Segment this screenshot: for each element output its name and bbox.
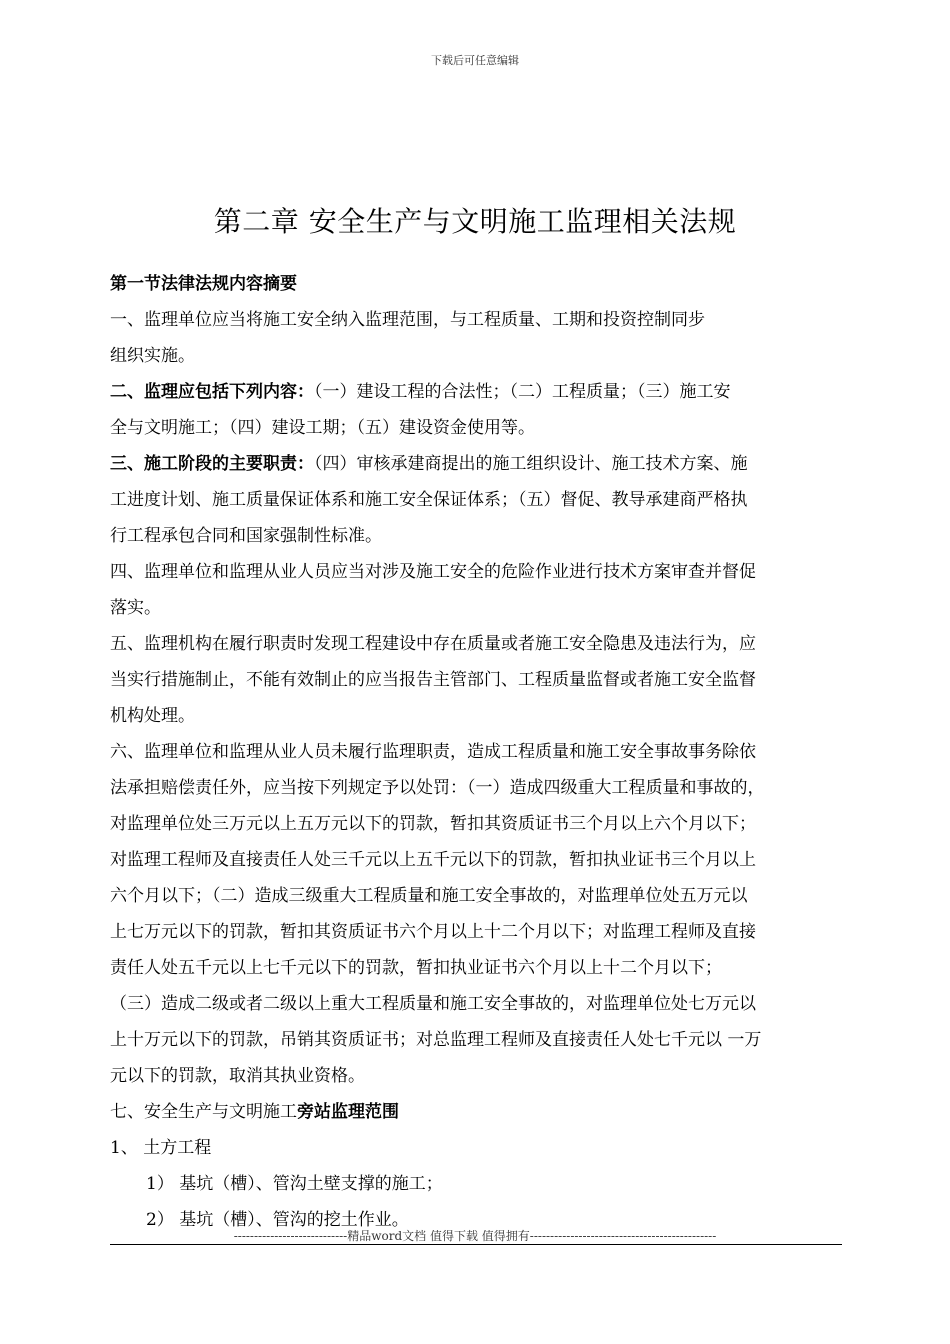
item-1-line-1: 一、监理单位应当将施工安全纳入监理范围，与工程质量、工期和投资控制同步 [110,310,705,330]
item-6-line-6: 上七万元以下的罚款，暂扣其资质证书六个月以上十二个月以下；对监理工程师及直接 [110,922,756,942]
item-3-line-2: 工进度计划、施工质量保证体系和施工安全保证体系；（五）督促、教导承建商严格执 [110,490,748,510]
item-6-line-4: 对监理工程师及直接责任人处三千元以上五千元以下的罚款，暂扣执业证书三个月以上 [110,850,756,870]
subsection-heading: 1、 土方工程 [110,1138,212,1158]
item-2-bold-label: 监理应包括下列内容： [144,382,314,402]
item-3-line-1-rest: （四）审核承建商提出的施工组织设计、施工技术方案、施 [314,454,748,474]
item-4-line-2: 落实。 [110,598,161,618]
item-6-line-9: 上十万元以下的罚款，吊销其资质证书；对总监理工程师及直接责任人处七千元以 一万 [110,1030,762,1050]
item-3-line-1 [110,446,850,482]
item-5-line-1: 五、监理机构在履行职责时发现工程建设中存在质量或者施工安全隐患及违法行为，应 [110,634,756,654]
item-7-bold: 旁站监理范围 [297,1102,399,1122]
header-note: 下载后可任意编辑 [431,54,519,67]
item-1-line-2: 组织实施。 [110,346,195,366]
item-7-line-1 [110,1094,850,1130]
item-5-line-2: 当实行措施制止，不能有效制止的应当报告主管部门、工程质量监督或者施工安全监督 [110,670,756,690]
item-2-line-1-rest: （一）建设工程的合法性；（二）工程质量；（三）施工安 [314,382,731,402]
item-5-line-3: 机构处理。 [110,706,195,726]
sub-item-2: 2） 基坑（槽）、管沟的挖土作业。 [146,1210,409,1230]
item-6-line-7: 责任人处五千元以上七千元以下的罚款，暂扣执业证书六个月以上十二个月以下； [110,958,722,978]
footer-divider [110,1244,842,1245]
item-6-line-8: （三）造成二级或者二级以上重大工程质量和施工安全事故的，对监理单位处七万元以 [110,994,756,1014]
item-6-line-2: 法承担赔偿责任外，应当按下列规定予以处罚：（一）造成四级重大工程质量和事故的， [110,778,765,798]
item-7-plain: 七、安全生产与文明施工 [110,1102,297,1122]
item-6-line-3: 对监理单位处三万元以上五万元以下的罚款，暂扣其资质证书三个月以上六个月以下； [110,814,756,834]
section-heading: 第一节法律法规内容摘要 [110,274,297,294]
page-title: 第二章 安全生产与文明施工监理相关法规 [213,205,737,238]
item-6-line-10: 元以下的罚款，取消其执业资格。 [110,1066,365,1086]
item-2-line-1 [110,374,850,410]
item-4-line-1: 四、监理单位和监理从业人员应当对涉及施工安全的危险作业进行技术方案审查并督促 [110,562,756,582]
footer-note: ----------------------------精品word文档 值得下载 值得拥有---------------------------------------------- [233,1229,717,1243]
item-3-bold-label: 施工阶段的主要职责： [144,454,314,474]
item-6-line-5: 六个月以下；（二）造成三级重大工程质量和施工安全事故的，对监理单位处五万元以 [110,886,748,906]
item-3-prefix: 三、 [110,454,144,474]
item-3-line-3: 行工程承包合同和国家强制性标准。 [110,526,382,546]
item-2-prefix: 二、 [110,382,144,402]
item-6-line-1: 六、监理单位和监理从业人员未履行监理职责，造成工程质量和施工安全事故事务除依 [110,742,756,762]
sub-item-1: 1） 基坑（槽）、管沟土壁支撑的施工； [146,1174,443,1194]
item-2-line-2: 全与文明施工；（四）建设工期；（五）建设资金使用等。 [110,418,535,438]
document-body [110,266,850,1238]
